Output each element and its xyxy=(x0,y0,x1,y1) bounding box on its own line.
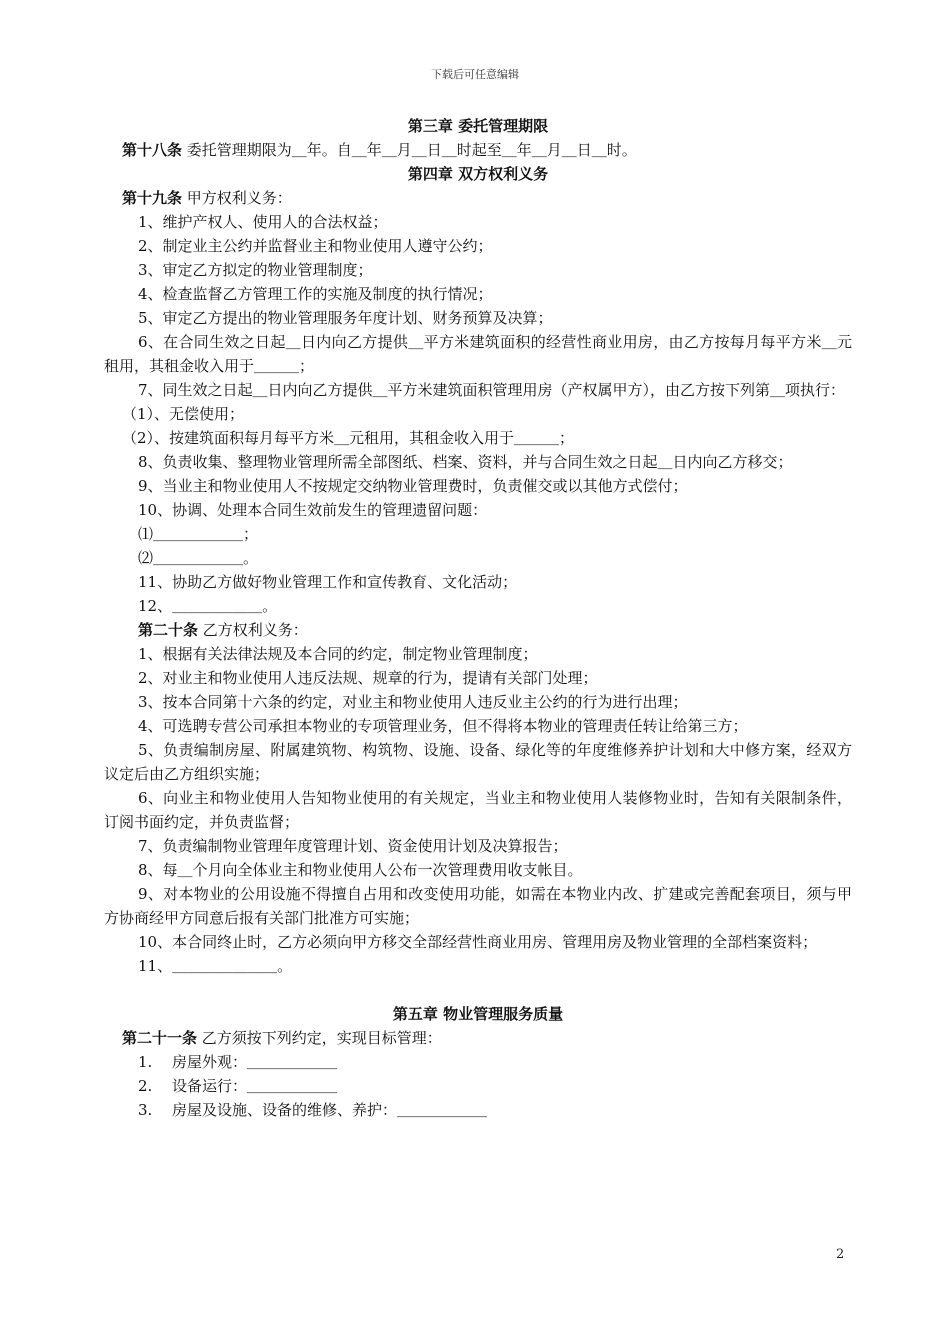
article-19-item: 9、当业主和物业使用人不按规定交纳物业管理费时，负责催交或以其他方式偿付； xyxy=(138,477,688,495)
article-21-item xyxy=(104,1074,852,1098)
article-20-item: 4、可选聘专营公司承担本物业的专项管理业务，但不得将本物业的管理责任转让给第三方； xyxy=(138,717,748,735)
article-20-item: 5、负责编制房屋、附属建筑物、构筑物、设施、设备、绿化等的年度维修养护计划和大中修方案，经双方议定后由乙方组织实施； xyxy=(104,741,852,783)
article-21-item xyxy=(104,1098,852,1122)
chapter-4-title: 第四章 双方权利义务 xyxy=(407,165,549,183)
section-spacer xyxy=(104,978,852,1002)
article-20-item: 1、根据有关法律法规及本合同的约定，制定物业管理制度； xyxy=(138,645,538,663)
article-18-label: 第十八条 xyxy=(122,141,183,159)
chapter-3-title: 第三章 委托管理期限 xyxy=(407,117,549,135)
article-21-label: 第二十一条 xyxy=(122,1029,198,1047)
article-18 xyxy=(104,138,852,162)
article-19-subitem: ⑴＿＿＿＿＿＿； xyxy=(138,525,259,543)
article-19-item: 4、检查监督乙方管理工作的实施及制度的执行情况； xyxy=(138,285,493,303)
article-20-item: 6、向业主和物业使用人告知物业使用的有关规定，当业主和物业使用人装修物业时，告知有关限制条件，订阅书面约定，并负责监督； xyxy=(104,789,852,831)
item-text: 房屋外观：＿＿＿＿＿＿ xyxy=(172,1053,338,1071)
article-20-label: 第二十条 xyxy=(138,621,199,639)
item-number: 2. xyxy=(138,1077,153,1095)
article-20-item: 9、对本物业的公用设施不得擅自占用和改变使用功能，如需在本物业内改、扩建或完善配套项目，须与甲方协商经甲方同意后报有关部门批准方可实施； xyxy=(104,885,852,927)
item-text: 设备运行：＿＿＿＿＿＿ xyxy=(172,1077,338,1095)
article-18-text: 委托管理期限为＿年。自＿年＿月＿日＿时起至＿年＿月＿日＿时。 xyxy=(182,141,637,159)
article-19-item: 6、在合同生效之日起＿日内向乙方提供＿平方米建筑面积的经营性商业用房，由乙方按每月每平方米＿元租用，其租金收入用于＿＿＿； xyxy=(104,333,852,375)
item-number: 3. xyxy=(138,1101,153,1119)
article-20-item: 2、对业主和物业使用人违反法规、规章的行为，提请有关部门处理； xyxy=(138,669,598,687)
article-20-item: 3、按本合同第十六条的约定，对业主和物业使用人违反业主公约的行为进行出理； xyxy=(138,693,688,711)
article-19-item: 12、＿＿＿＿＿＿。 xyxy=(138,597,278,615)
page-header: 下载后可任意编辑 xyxy=(431,68,519,81)
article-19 xyxy=(104,186,852,210)
article-20-item: 11、＿＿＿＿＿＿＿。 xyxy=(138,957,293,975)
article-19-label: 第十九条 xyxy=(122,189,183,207)
article-20-text: 乙方权利义务： xyxy=(198,621,308,639)
article-19-item: 10、协调、处理本合同生效前发生的管理遗留问题： xyxy=(138,501,488,519)
article-19-item: 1、维护产权人、使用人的合法权益； xyxy=(138,213,388,231)
article-19-item: 8、负责收集、整理物业管理所需全部图纸、档案、资料，并与合同生效之日起＿日内向乙方移交； xyxy=(138,453,793,471)
article-19-subitem: （2）、按建筑面积每月每平方米＿元租用，其租金收入用于＿＿＿； xyxy=(122,429,575,447)
article-20-item: 10、本合同终止时，乙方必须向甲方移交全部经营性商业用房、管理用房及物业管理的全部档案资料； xyxy=(138,933,818,951)
page-number: 2 xyxy=(836,1247,845,1262)
item-text: 房屋及设施、设备的维修、养护：＿＿＿＿＿＿ xyxy=(172,1101,488,1119)
article-20-item: 8、每＿个月向全体业主和物业使用人公布一次管理费用收支帐目。 xyxy=(138,861,583,879)
article-19-subitem: ⑵＿＿＿＿＿＿。 xyxy=(138,549,259,567)
article-20-item: 7、负责编制物业管理年度管理计划、资金使用计划及决算报告； xyxy=(138,837,568,855)
article-21 xyxy=(104,1026,852,1050)
article-21-text: 乙方须按下列约定，实现目标管理： xyxy=(197,1029,442,1047)
article-19-item: 3、审定乙方拟定的物业管理制度； xyxy=(138,261,373,279)
document-body xyxy=(104,114,852,1122)
chapter-5-title: 第五章 物业管理服务质量 xyxy=(392,1005,564,1023)
article-19-item: 7、同生效之日起＿日内向乙方提供＿平方米建筑面积管理用房（产权属甲方），由乙方按下列第＿项执行： xyxy=(138,381,846,399)
article-19-item: 11、协助乙方做好物业管理工作和宣传教育、文化活动； xyxy=(138,573,518,591)
article-21-item xyxy=(104,1050,852,1074)
article-19-subitem: （1）、无偿使用； xyxy=(122,405,245,423)
article-19-item: 5、审定乙方提出的物业管理服务年度计划、财务预算及决算； xyxy=(138,309,553,327)
article-20 xyxy=(104,618,852,642)
article-19-item: 2、制定业主公约并监督业主和物业使用人遵守公约； xyxy=(138,237,493,255)
article-19-text: 甲方权利义务： xyxy=(182,189,292,207)
item-number: 1. xyxy=(138,1053,153,1071)
